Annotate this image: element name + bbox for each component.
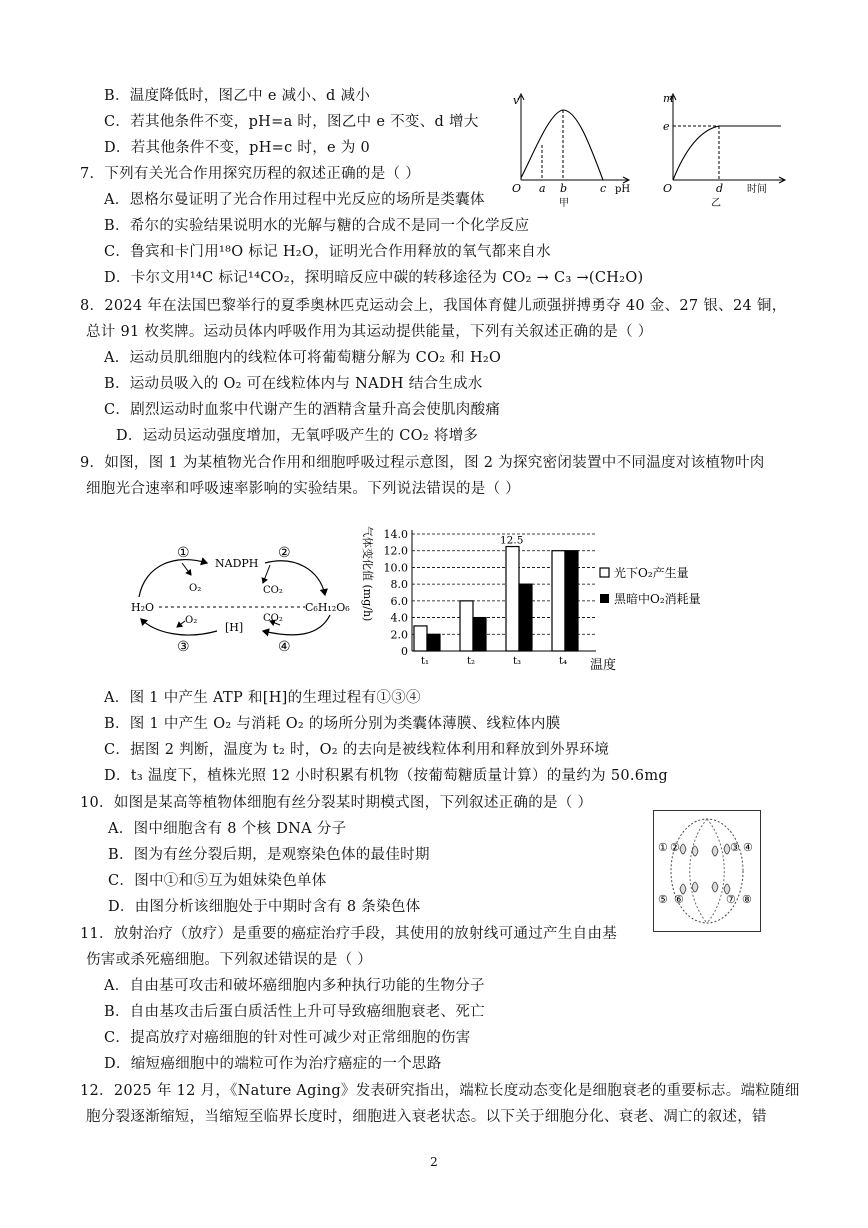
- q9-option-c: C．据图 2 判断，温度为 t₂ 时，O₂ 的去向是被线粒体利用和释放到外界环境: [104, 742, 610, 758]
- q11-stem-line1: 11．放射治疗（放疗）是重要的癌症治疗手段，其使用的放射线可通过产生自由基: [80, 926, 618, 942]
- q6-option-b: B．温度降低时，图乙中 e 减小、d 减小: [104, 88, 371, 104]
- chart-xtick-label: t₁: [421, 656, 430, 667]
- graph-yi-level: e: [663, 120, 670, 133]
- q7-option-b: B．希尔的实验结果说明水的光解与糖的合成不是同一个化学反应: [104, 218, 530, 234]
- chart-xtick-label: t₂: [467, 656, 476, 667]
- q10-option-b: B．图为有丝分裂后期，是观察染色体的最佳时期: [108, 847, 430, 863]
- chart-ytick-label: 2.0: [390, 628, 408, 642]
- q7-stem: 7．下列有关光合作用探究历程的叙述正确的是（ ）: [80, 166, 421, 182]
- cell-label-8: ⑧: [742, 893, 752, 906]
- fig1-h: [H]: [225, 621, 244, 634]
- cell-label-4: ④: [743, 841, 753, 854]
- graph-jia-tick-b: b: [560, 182, 568, 195]
- q10-stem: 10．如图是某高等植物体细胞有丝分裂某时期模式图，下列叙述正确的是（ ）: [80, 795, 593, 811]
- q9-option-a: A．图 1 中产生 ATP 和[H]的生理过程有①③④: [104, 690, 421, 706]
- q9-option-b: B．图 1 中产生 O₂ 与消耗 O₂ 的场所分别为类囊体薄膜、线粒体内膜: [104, 716, 561, 732]
- graph-jia-tick-a: a: [539, 182, 546, 195]
- chart-xtick-label: t₃: [513, 656, 522, 667]
- graph-yi-tick-d: d: [716, 182, 724, 195]
- q10-option-c: C．图中①和⑤互为姐妹染色单体: [108, 873, 327, 889]
- graph-jia-origin: O: [512, 182, 522, 195]
- chart-bar-o2-consumed: [427, 634, 440, 651]
- chart-bar-o2-produced: [506, 547, 519, 651]
- q8-option-b: B．运动员吸入的 O₂ 可在线粒体内与 NADH 结合生成水: [104, 376, 483, 392]
- chart-bar-o2-consumed: [473, 618, 486, 651]
- q8-option-d: D．运动员运动强度增加，无氧呼吸产生的 CO₂ 将增多: [116, 428, 479, 444]
- graph-jia: [505, 90, 640, 210]
- legend-label-dark: 黑暗中O₂消耗量: [614, 592, 701, 606]
- legend-swatch-light: [600, 568, 609, 577]
- chart-xtick-label: t₄: [559, 656, 568, 667]
- cell-label-2: ②: [670, 841, 680, 854]
- mitosis-cell-figure: [653, 810, 761, 932]
- chart-ytick-label: 12.0: [383, 544, 408, 558]
- fig1-h2o: H₂O: [131, 601, 155, 614]
- chart-bar-o2-produced: [414, 626, 427, 651]
- figure-1-diagram: [125, 535, 370, 660]
- graph-jia-tick-c: c: [600, 182, 607, 195]
- q12-stem-line1: 12．2025 年 12 月，《Nature Aging》发表研究指出，端粒长度动态变化是细胞衰老的重要标志。端粒随细: [80, 1083, 800, 1099]
- page-number: 2: [430, 1155, 438, 1169]
- q11-option-c: C．提高放疗对癌细胞的针对性可减少对正常细胞的伤害: [104, 1030, 471, 1046]
- graph-yi-xlabel: 时间: [747, 184, 767, 195]
- cell-label-6: ⑥: [674, 893, 684, 906]
- q11-stem-line2: 伤害或杀死癌细胞。下列叙述错误的是（ ）: [86, 952, 373, 968]
- chart-annotation: 12.5: [500, 534, 524, 547]
- q7-option-a: A．恩格尔曼证明了光合作用过程中光反应的场所是类囊体: [104, 192, 485, 208]
- cell-label-1: ①: [658, 841, 668, 854]
- q9-stem-line1: 9．如图，图 1 为某植物光合作用和细胞呼吸过程示意图，图 2 为探究密闭装置中不同温度对该植物叶肉: [80, 455, 765, 471]
- graph-yi-ylabel: m: [663, 92, 674, 105]
- fig1-circle-3: ③: [177, 639, 190, 655]
- q8-option-a: A．运动员肌细胞内的线粒体可将葡萄糖分解为 CO₂ 和 H₂O: [104, 350, 502, 366]
- q8-option-c: C．剧烈运动时血浆中代谢产生的酒精含量升高会使肌肉酸痛: [104, 402, 501, 418]
- chart-ytick-label: 4.0: [390, 611, 408, 625]
- graph-yi-caption: 乙: [711, 198, 721, 209]
- graph-yi-origin: O: [663, 182, 673, 195]
- chart-ytick-label: 8.0: [390, 578, 408, 592]
- fig1-o2-bottom: O₂: [185, 615, 198, 626]
- chart-ylabel: 气体变化值 (mg/h): [361, 526, 374, 622]
- q10-option-d: D．由图分析该细胞处于中期时含有 8 条染色体: [108, 899, 421, 915]
- figure-2-bar-chart: [360, 520, 701, 675]
- cell-label-3: ③: [730, 841, 740, 854]
- fig1-glucose: C₆H₁₂O₆: [305, 601, 350, 614]
- q7-option-d: D．卡尔文用¹⁴C 标记¹⁴CO₂，探明暗反应中碳的转移途径为 CO₂ → C₃ →(CH₂O): [104, 270, 644, 286]
- q6-option-d: D．若其他条件不变，pH=c 时，e 为 0: [104, 140, 371, 156]
- graph-jia-ylabel: v: [513, 94, 520, 107]
- fig1-co2-bottom: CO₂: [263, 613, 283, 624]
- q9-stem-line2: 细胞光合速率和呼吸速率影响的实验结果。下列说法错误的是（ ）: [86, 481, 521, 497]
- chart-bar-o2-consumed: [565, 551, 578, 651]
- chart-bar-o2-produced: [552, 551, 565, 651]
- chart-bar-o2-produced: [460, 601, 473, 651]
- q8-stem-line2: 总计 91 枚奖牌。运动员体内呼吸作用为其运动提供能量，下列有关叙述正确的是（ ）: [86, 324, 653, 340]
- q9-option-d: D．t₃ 温度下，植株光照 12 小时积累有机物（按葡萄糖质量计算）的量约为 50.6mg: [104, 768, 668, 784]
- fig1-o2-top: O₂: [189, 583, 202, 594]
- fig1-co2-top: CO₂: [263, 585, 283, 596]
- q11-option-a: A．自由基可攻击和破坏癌细胞内多种执行功能的生物分子: [104, 978, 485, 994]
- graph-jia-caption: 甲: [559, 198, 569, 209]
- chart-bar-o2-consumed: [519, 584, 532, 651]
- legend-label-light: 光下O₂产生量: [614, 566, 689, 580]
- fig1-circle-4: ④: [278, 639, 291, 655]
- fig1-circle-1: ①: [177, 545, 190, 561]
- cell-label-5: ⑤: [658, 893, 668, 906]
- graph-yi: [655, 90, 795, 210]
- chart-ytick-label: 14.0: [383, 528, 408, 541]
- q11-option-d: D．缩短癌细胞中的端粒可作为治疗癌症的一个思路: [104, 1056, 442, 1072]
- chart-ytick-label: 6.0: [390, 594, 408, 608]
- chart-ytick-label: 0: [401, 645, 408, 658]
- graph-jia-xlabel: pH: [615, 184, 631, 195]
- q10-option-a: A．图中细胞含有 8 个核 DNA 分子: [108, 821, 347, 837]
- q8-stem-line1: 8．2024 年在法国巴黎举行的夏季奥林匹克运动会上，我国体育健儿顽强拼搏勇夺 40 金、27 银、24 铜，: [80, 298, 787, 314]
- cell-label-7: ⑦: [726, 893, 736, 906]
- chart-xlabel: 温度: [590, 658, 617, 673]
- q6-option-c: C．若其他条件不变，pH=a 时，图乙中 e 不变、d 增大: [104, 114, 479, 130]
- fig1-nadph: NADPH: [215, 557, 259, 570]
- q12-stem-line2: 胞分裂逐渐缩短，当缩短至临界长度时，细胞进入衰老状态。以下关于细胞分化、衰老、凋亡的叙述，错: [86, 1109, 767, 1125]
- q11-option-b: B．自由基攻击后蛋白质活性上升可导致癌细胞衰老、死亡: [104, 1004, 485, 1020]
- q7-option-c: C．鲁宾和卡门用¹⁸O 标记 H₂O，证明光合作用释放的氧气都来自水: [104, 244, 551, 260]
- chart-ytick-label: 10.0: [383, 561, 408, 575]
- fig1-circle-2: ②: [278, 545, 291, 561]
- legend-swatch-dark: [600, 594, 609, 603]
